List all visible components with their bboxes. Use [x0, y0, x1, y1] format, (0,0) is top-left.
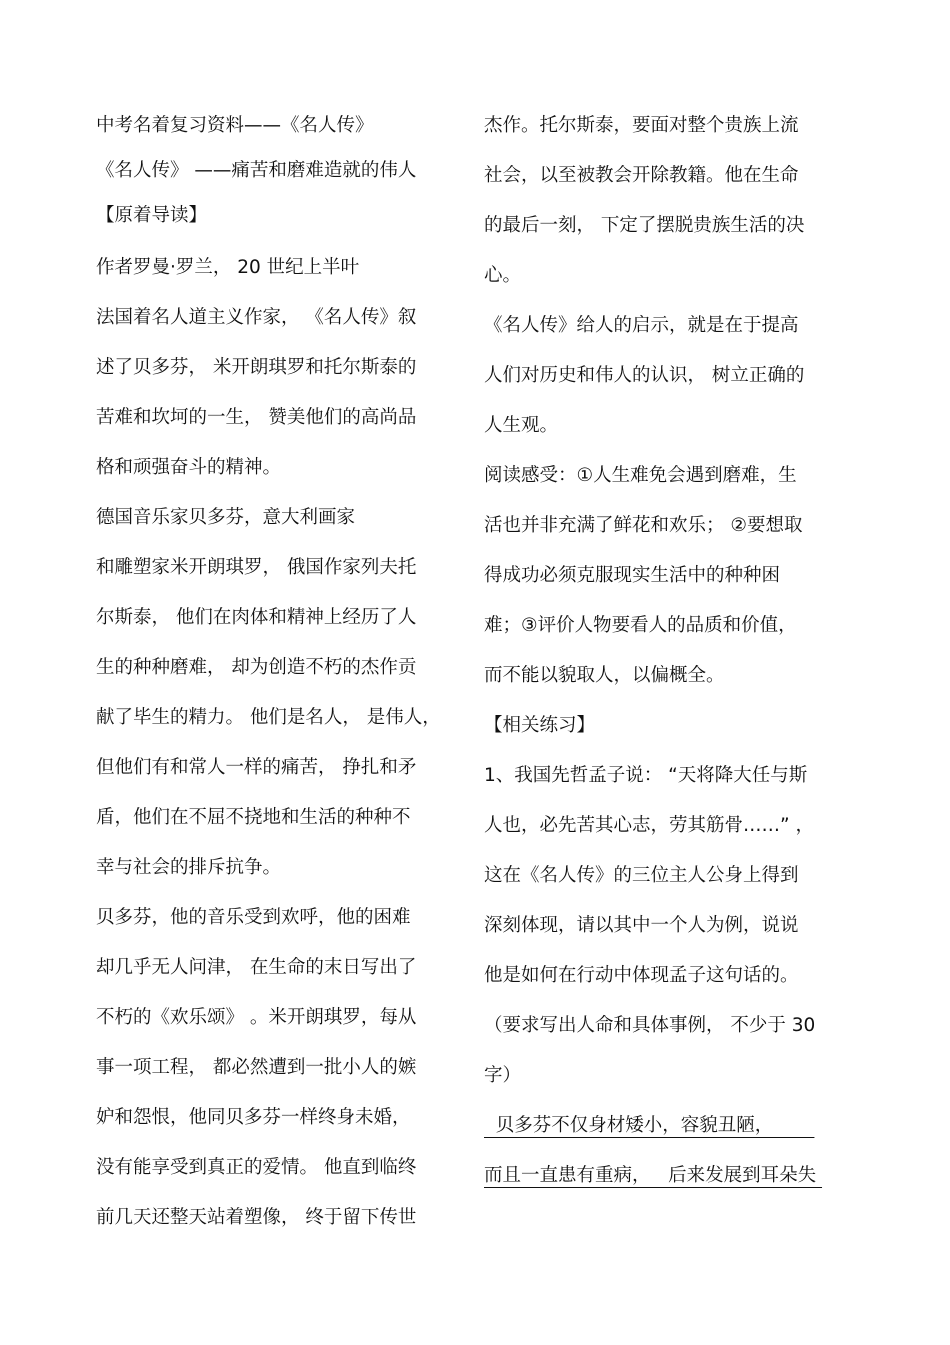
text-line: 幸与社会的排斥抗争。: [96, 857, 282, 878]
section-heading-practice: 【相关练习】: [484, 715, 596, 736]
section-heading-reading-guide: 【原着导读】: [96, 205, 208, 226]
text-line: 人也，必先苦其心志，劳其筋骨……” ，: [484, 815, 814, 836]
text-line: （要求写出人命和具体事例， 不少于 30: [484, 1015, 816, 1036]
text-line: 作者罗曼·罗兰， 20 世纪上半叶: [96, 257, 360, 278]
text-line: 《名人传》给人的启示，就是在于提高: [484, 315, 799, 336]
text-line: 却几乎无人问津， 在生命的末日写出了: [96, 957, 417, 978]
text-line: 不朽的《欢乐颂》 。米开朗琪罗，每从: [96, 1007, 417, 1028]
text-line: 1、我国先哲孟子说： “天将降大任与斯: [484, 765, 808, 786]
text-line: 这在《名人传》的三位主人公身上得到: [484, 865, 799, 886]
text-line: 苦难和坎坷的一生， 赞美他们的高尚品: [96, 407, 417, 428]
text-line: 尔斯泰， 他们在肉体和精神上经历了人: [96, 607, 417, 628]
text-line: 人生观。: [484, 415, 559, 436]
text-line: 他是如何在行动中体现孟子这句话的。: [484, 965, 799, 986]
text-line: 贝多芬，他的音乐受到欢呼，他的困难: [96, 907, 411, 928]
doc-subtitle: 《名人传》 ——痛苦和磨难造就的伟人: [96, 160, 417, 181]
text-line: 格和顽强奋斗的精神。: [96, 457, 282, 478]
text-line: 但他们有和常人一样的痛苦， 挣扎和矛: [96, 757, 417, 778]
text-line: 盾，他们在不屈不挠地和生活的种种不: [96, 807, 411, 828]
text-line: 社会，以至被教会开除教籍。他在生命: [484, 165, 799, 186]
text-line: 深刻体现，请以其中一个人为例，说说: [484, 915, 799, 936]
text-line: 人们对历史和伟人的认识， 树立正确的: [484, 365, 805, 386]
text-line: 述了贝多芬， 米开朗琪罗和托尔斯泰的: [96, 357, 417, 378]
text-line: 事一项工程， 都必然遭到一批小人的嫉: [96, 1057, 417, 1078]
text-line: 得成功必须克服现实生活中的种种困: [484, 565, 781, 586]
text-line: 德国音乐家贝多芬，意大利画家: [96, 507, 356, 528]
text-line: 没有能享受到真正的爱情。 他直到临终: [96, 1157, 417, 1178]
text-line: 阅读感受：①人生难免会遇到磨难，生: [484, 465, 797, 486]
doc-title: 中考名着复习资料——《名人传》: [96, 115, 374, 136]
text-line: 妒和怨恨，他同贝多芬一样终身未婚，: [96, 1107, 411, 1128]
text-line: 活也并非充满了鲜花和欢乐； ②要想取: [484, 515, 803, 536]
text-line: 难；③评价人物要看人的品质和价值，: [484, 615, 797, 636]
text-line: 心。: [484, 265, 522, 286]
text-line: 而不能以貌取人，以偏概全。: [484, 665, 725, 686]
text-line: 献了毕生的精力。 他们是名人， 是伟人，: [96, 707, 441, 728]
text-line: 字）: [484, 1065, 522, 1086]
text-line: 生的种种磨难， 却为创造不朽的杰作贡: [96, 657, 417, 678]
text-line: 法国着名人道主义作家， 《名人传》叙: [96, 307, 417, 328]
answer-line: 贝多芬不仅身材矮小，容貌丑陋，: [484, 1115, 815, 1136]
text-line: 和雕塑家米开朗琪罗， 俄国作家列夫托: [96, 557, 417, 578]
text-line: 前几天还整天站着塑像， 终于留下传世: [96, 1207, 417, 1228]
answer-line: 而且一直患有重病， 后来发展到耳朵失: [484, 1165, 823, 1186]
text-line: 杰作。托尔斯泰，要面对整个贵族上流: [484, 115, 799, 136]
text-line: 的最后一刻， 下定了摆脱贵族生活的决: [484, 215, 805, 236]
